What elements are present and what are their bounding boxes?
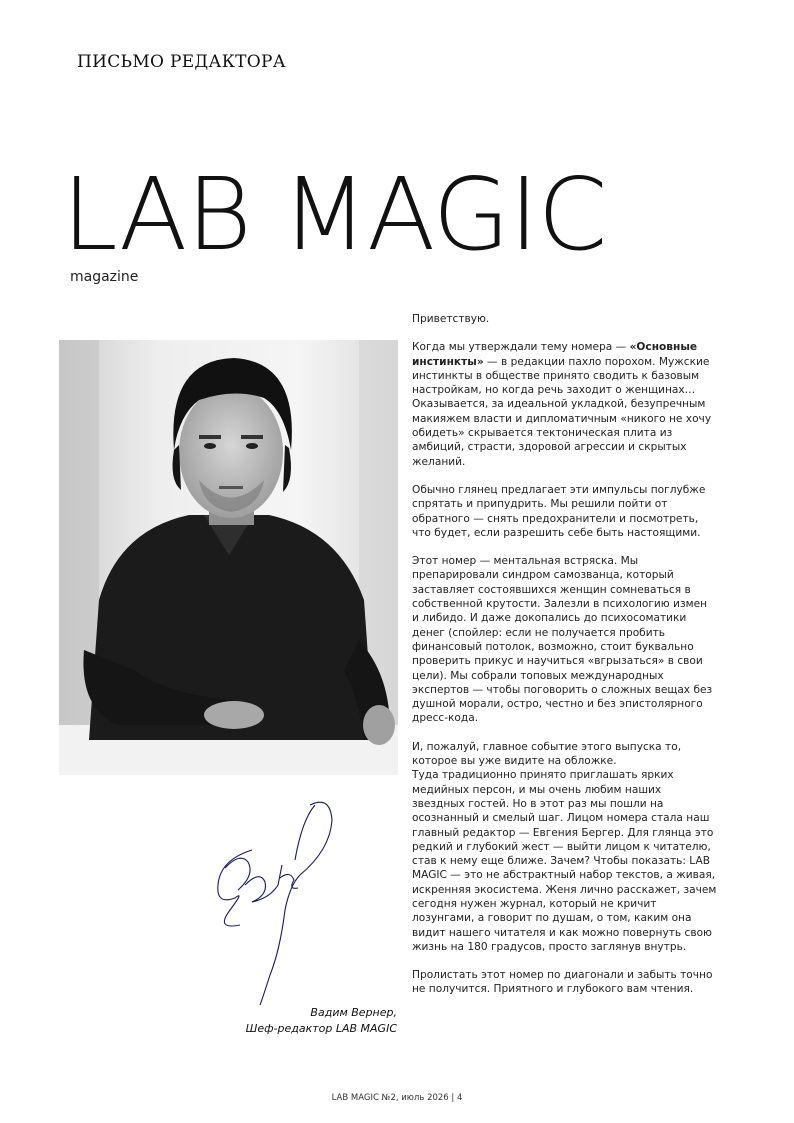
editor-portrait-photo (59, 340, 398, 775)
letter-paragraph: Пролистать этот номер по диагонали и забыть точно не получится. Приятного и глубокого вам чтения. (412, 969, 713, 996)
editor-portrait-icon (59, 340, 398, 775)
text-run: Когда мы утверждали тему номера — (412, 341, 630, 354)
text-run: — в редакции пахло порохом. Мужские инстинкты в обществе принято сводить к базовым настройкам, но когда речь заходит о женщинах… Оказывается, за идеальной укладкой, безупречным макияжем власти и дипломатичным «никого не хочу обидеть» скрывается тектоническая плита из амбиций, страсти, здоровой агрессии и скрытых желаний. (412, 355, 712, 468)
text-run: Туда традиционно принято приглашать ярких медийных персон, и мы очень любим наших звездных гостей. Но в этот раз мы пошли на осознанный и смелый шаг. Лицом номера стала наш главный редактор — Евгения Бергер. Для глянца это редкий и глубокий жест — выйти лицом к читателю, став к нему еще ближе. Зачем? Чтобы показать: LAB MAGIC — это не абстрактный набор текстов, а живая, искренняя экосистема. Женя лично расскажет, зачем сегодня нужен журнал, который не кричит лозунгами, а говорит по душам, о том, каким она видит нашего читателя и как можно повернуть свою жизнь на 180 градусов, просто заглянув внутрь. (412, 769, 717, 953)
letter-body (412, 312, 717, 1011)
editor-caption (137, 1005, 397, 1037)
letter-paragraph: Обычно глянец предлагает эти импульсы поглубже спрятать и припудрить. Мы решили пойти от обратного — снять предохранители и посмотреть, что будет, если разрешить себе быть настоящими. (412, 483, 706, 539)
letter-greeting: Приветствую. (412, 313, 490, 325)
letter-paragraph (412, 740, 717, 954)
magazine-subtitle: magazine (70, 269, 139, 285)
magazine-title: LAB MAGIC (62, 156, 607, 273)
issue-theme: «Основные инстинкты» (412, 341, 698, 368)
letter-paragraph: Этот номер — ментальная встряска. Мы препарировали синдром самозванца, который заставляет состоявшихся женщин сомневаться в собственной крутости. Залезли в психологию измен и либидо. И даже докопались до психосоматики денег (спойлер: если не получается пробить финансовый потолок, возможно, стоит буквально проверить прикус и научиться «вгрызаться» в свои цели). Мы собрали топовых международных экспертов — чтобы поговорить о сложных вещах без душной морали, остро, честно и без эпистолярного дресс-кода. (412, 555, 713, 725)
letter-paragraph (412, 340, 717, 469)
text-run: И, пожалуй, главное событие этого выпуска то, которое вы уже видите на обложке. (412, 740, 682, 768)
signature (190, 790, 350, 1015)
section-kicker: ПИСЬМО РЕДАКТОРА (77, 52, 286, 72)
handwritten-signature-icon (190, 790, 350, 1015)
editor-role: Шеф-редактор LAB MAGIC (245, 1022, 397, 1035)
page-footer: LAB MAGIC №2, июль 2026 | 4 (331, 1093, 463, 1103)
editor-name: Вадим Вернер, (310, 1006, 397, 1019)
